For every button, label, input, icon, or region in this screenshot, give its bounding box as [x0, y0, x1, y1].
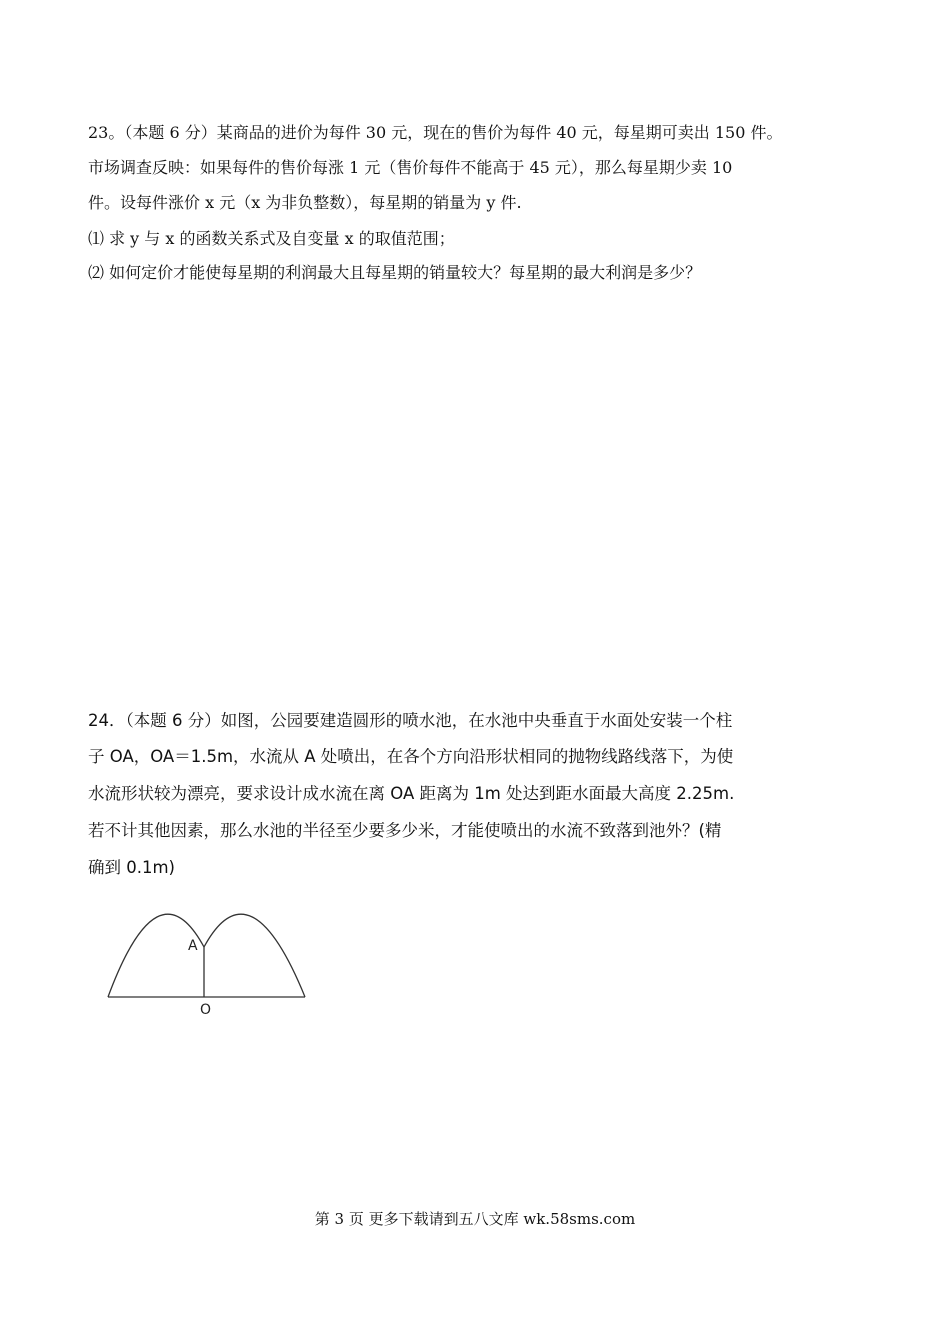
q24-line-2: 子 OA，OA＝1.5m，水流从 A 处喷出，在各个方向沿形状相同的抛物线路线落下，为使 [88, 747, 734, 766]
q23-line-3: 件。设每件涨价 x 元（x 为非负整数），每星期的销量为 y 件. [88, 193, 522, 212]
q24-line-3: 水流形状较为漂亮，要求设计成水流在离 OA 距离为 1m 处达到距水面最大高度 2.25m. [88, 784, 735, 803]
page-footer: 第 3 页 更多下载请到五八文库 wk.58sms.com [314, 1210, 636, 1228]
label-a: A [188, 938, 198, 954]
q24-line-1: 24．（本题 6 分）如图，公园要建造圆形的喷水池，在水池中央垂直于水面处安装一个柱 [88, 711, 733, 730]
q23-part-1: ⑴ 求 y 与 x 的函数关系式及自变量 x 的取值范围； [88, 229, 455, 248]
right-parabola [204, 914, 305, 997]
fountain-figure [100, 900, 320, 1030]
q23-line-1: 23。（本题 6 分）某商品的进价为每件 30 元，现在的售价为每件 40 元，每星期可卖出 150 件。 [88, 123, 783, 142]
q24-line-5: 确到 0.1m) [88, 858, 175, 877]
q23-part-2: ⑵ 如何定价才能使每星期的利润最大且每星期的销量较大？每星期的最大利润是多少？ [88, 263, 702, 282]
label-o: O [200, 1002, 212, 1018]
q23-line-2: 市场调查反映：如果每件的售价每涨 1 元（售价每件不能高于 45 元），那么每星期少卖 10 [88, 158, 733, 177]
left-parabola [108, 914, 204, 997]
q24-line-4: 若不计其他因素，那么水池的半径至少要多少米，才能使喷出的水流不致落到池外？(精 [88, 821, 722, 840]
